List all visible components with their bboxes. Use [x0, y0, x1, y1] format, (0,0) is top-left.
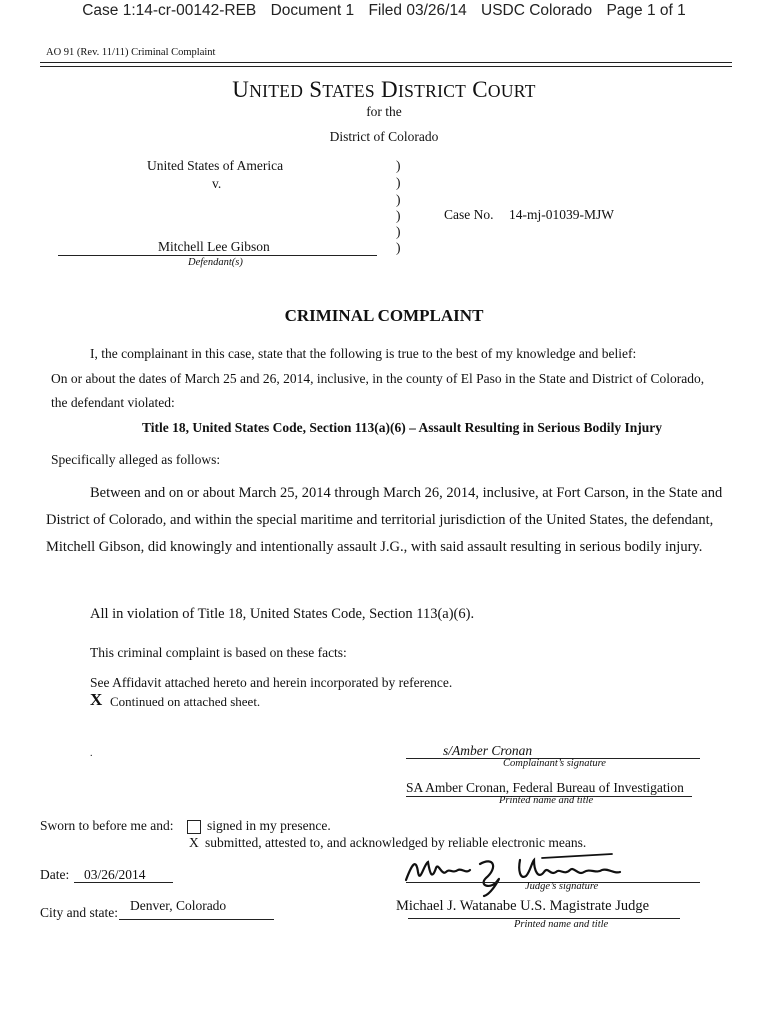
for-the: for the [366, 104, 402, 119]
affidavit-line: See Affidavit attached hereto and herein incorporated by reference. [90, 675, 453, 690]
judge-signature-label: Judge’s signature [525, 881, 599, 892]
complainant-signature: s/Amber Cronan [443, 743, 533, 758]
allegation-paragraph: Between and on or about March 25, 2014 through March 26, 2014, inclusive, at Fort Carson, in the State and District of Colorado, and within the special maritime and territorial jurisdiction of the United States, the defendant, Mitchell Gibson, did knowingly and intentionally assault J.G., with said assault resulting in serious bodily injury. [46, 485, 723, 555]
sworn-label: Sworn to before me and: [40, 818, 174, 833]
defendant-label: Defendant(s) [188, 257, 243, 268]
plaintiff-name: United States of America [147, 158, 284, 173]
defendant-line [58, 255, 377, 256]
district-name: District of Colorado [329, 129, 439, 144]
form-id: AO 91 (Rev. 11/11) Criminal Complaint [46, 47, 216, 58]
submitted-label: submitted, attested to, and acknowledged by reliable electronic means. [205, 835, 587, 850]
city-value: Denver, Colorado [130, 898, 227, 913]
filing-header [0, 2, 768, 20]
signed-presence-label: signed in my presence. [207, 818, 331, 833]
paren: ) [396, 240, 401, 255]
paren: ) [396, 208, 401, 223]
defendant-name: Mitchell Lee Gibson [158, 239, 270, 254]
dot-mark: . [90, 748, 93, 759]
court-title: UNITED STATES DISTRICT COURT [232, 77, 536, 102]
intro-line: I, the complainant in this case, state that the following is true to the best of my knowledge and belief: [90, 346, 637, 361]
paren: ) [396, 175, 401, 190]
printed-name-label: Printed name and title [499, 795, 594, 806]
top-rule-2 [40, 66, 732, 67]
court-short: USDC Colorado [481, 2, 593, 19]
complainant-signature-label: Complainant’s signature [503, 758, 606, 769]
page-indicator: Page 1 of 1 [606, 2, 686, 19]
filed-date: Filed 03/26/14 [368, 2, 467, 19]
date-label: Date: [40, 867, 70, 882]
paren: ) [396, 224, 401, 239]
continued-checkmark[interactable]: X [90, 690, 103, 709]
case-no: 14-mj-01039-MJW [509, 207, 614, 222]
statute: Title 18, United States Code, Section 113(a)(6) – Assault Resulting in Serious Bodily Injury [142, 420, 662, 435]
case-number-header: Case 1:14-cr-00142-REB [82, 2, 257, 19]
paren: ) [396, 158, 401, 173]
document-number: Document 1 [270, 2, 355, 19]
city-line [119, 919, 274, 920]
complainant-printed-name: SA Amber Cronan, Federal Bureau of Investigation [406, 780, 684, 795]
judge-printed-name: Michael J. Watanabe U.S. Magistrate Judge [396, 898, 650, 914]
signed-presence-checkbox[interactable] [187, 820, 201, 834]
violation-line: All in violation of Title 18, United States Code, Section 113(a)(6). [90, 606, 475, 622]
case-no-label: Case No. [444, 207, 494, 222]
top-rule [40, 62, 732, 63]
body-line-2: On or about the dates of March 25 and 26, 2014, inclusive, in the county of El Paso in the State and District of Colorado, [51, 371, 705, 386]
date-line [74, 882, 173, 883]
city-label: City and state: [40, 905, 118, 920]
continued-line: Continued on attached sheet. [110, 694, 261, 709]
judge-printed-label: Printed name and title [514, 919, 609, 930]
paren: ) [396, 192, 401, 207]
specifically-line: Specifically alleged as follows: [51, 452, 221, 467]
complaint-title: CRIMINAL COMPLAINT [284, 306, 484, 325]
body-line-3: the defendant violated: [51, 395, 175, 410]
based-on-line: This criminal complaint is based on these facts: [90, 645, 347, 660]
versus: v. [212, 176, 222, 191]
submitted-checkmark[interactable]: X [189, 835, 199, 850]
date-value: 03/26/2014 [84, 867, 146, 882]
